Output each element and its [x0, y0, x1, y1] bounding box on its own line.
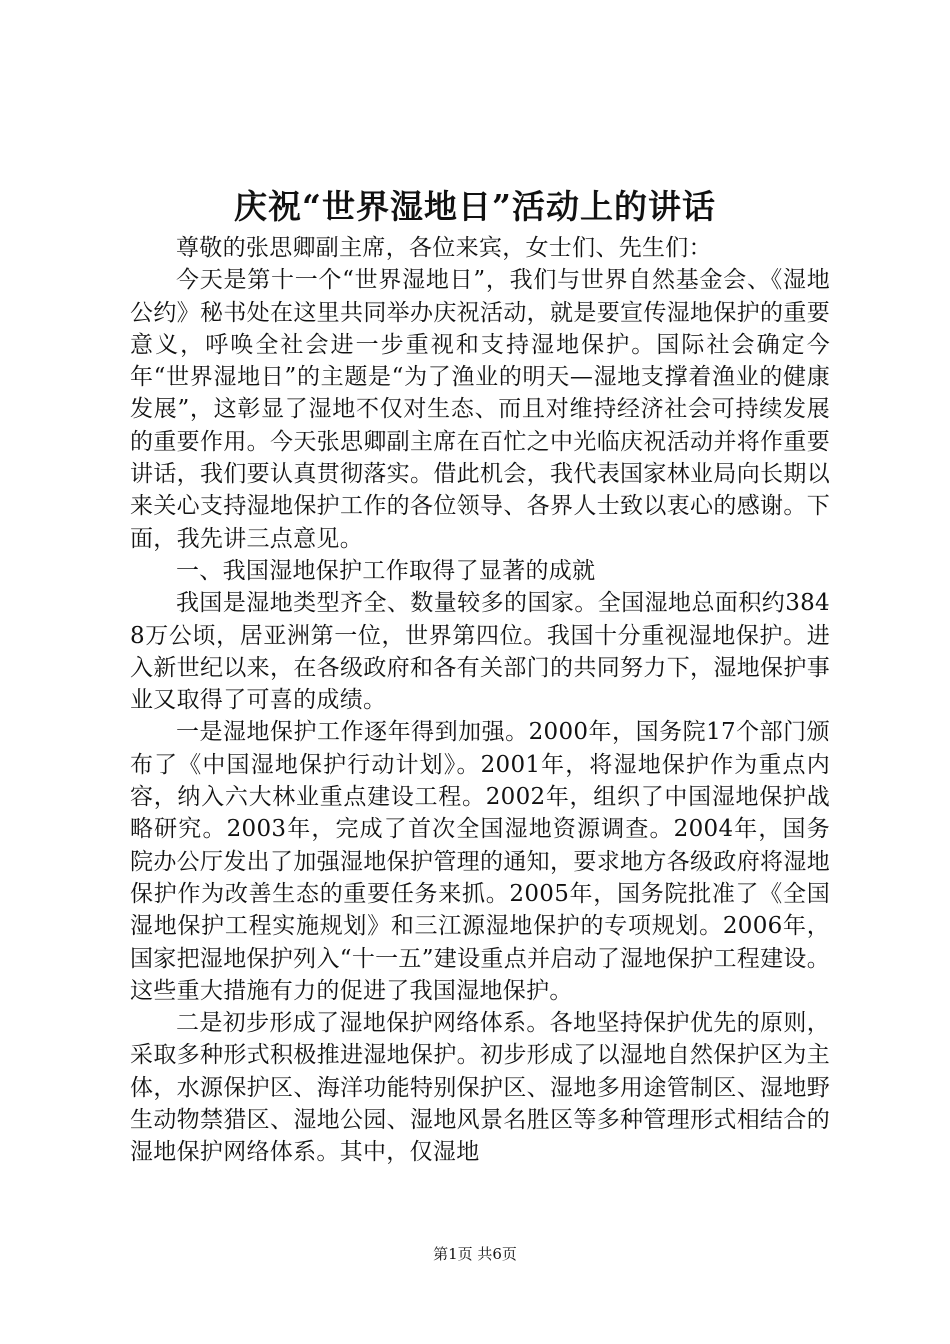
- section-heading: 一、我国湿地保护工作取得了显著的成就: [176, 557, 596, 584]
- document-title: 庆祝“世界湿地日”活动上的讲话: [234, 187, 716, 226]
- document-body: [130, 232, 830, 1169]
- salutation-paragraph: 尊敬的张思卿副主席，各位来宾，女士们、先生们：: [176, 235, 712, 261]
- body-paragraph: 二是初步形成了湿地保护网络体系。各地坚持保护优先的原则，采取多种形式积极推进湿地保护。初步形成了以湿地自然保护区为主体，水源保护区、海洋功能特别保护区、湿地多用途管制区、湿地野生动物禁猎区、湿地公园、湿地风景名胜区等多种管理形式相结合的湿地保护网络体系。其中，仅湿地: [130, 1010, 830, 1166]
- body-paragraph: 一是湿地保护工作逐年得到加强。2000年，国务院17个部门颁布了《中国湿地保护行动计划》。2001年，将湿地保护作为重点内容，纳入六大林业重点建设工程。2002年，组织了中国湿地保护战略研究。2003年，完成了首次全国湿地资源调查。2004年，国务院办公厅发出了加强湿地保护管理的通知，要求地方各级政府将湿地保护作为改善生态的重要任务来抓。2005年，国务院批准了《全国湿地保护工程实施规划》和三江源湿地保护的专项规划。2006年，国家把湿地保护列入“十一五”建设重点并启动了湿地保护工程建设。这些重大措施有力的促进了我国湿地保护。: [130, 719, 830, 1004]
- page-number-footer: 第1页 共6页: [433, 1245, 517, 1263]
- body-paragraph: 我国是湿地类型齐全、数量较多的国家。全国湿地总面积约3848万公顷，居亚洲第一位，世界第四位。我国十分重视湿地保护。进入新世纪以来，在各级政府和各有关部门的共同努力下，湿地保护事业又取得了可喜的成绩。: [130, 590, 830, 714]
- intro-paragraph: 今天是第十一个“世界湿地日”，我们与世界自然基金会、《湿地公约》秘书处在这里共同举办庆祝活动，就是要宣传湿地保护的重要意义，呼唤全社会进一步重视和支持湿地保护。国际社会确定今年“世界湿地日”的主题是“为了渔业的明天—湿地支撑着渔业的健康发展”，这彰显了湿地不仅对生态、而且对维持经济社会可持续发展的重要作用。今天张思卿副主席在百忙之中光临庆祝活动并将作重要讲话，我们要认真贯彻落实。借此机会，我代表国家林业局向长期以来关心支持湿地保护工作的各位领导、各界人士致以衷心的感谢。下面，我先讲三点意见。: [130, 267, 830, 552]
